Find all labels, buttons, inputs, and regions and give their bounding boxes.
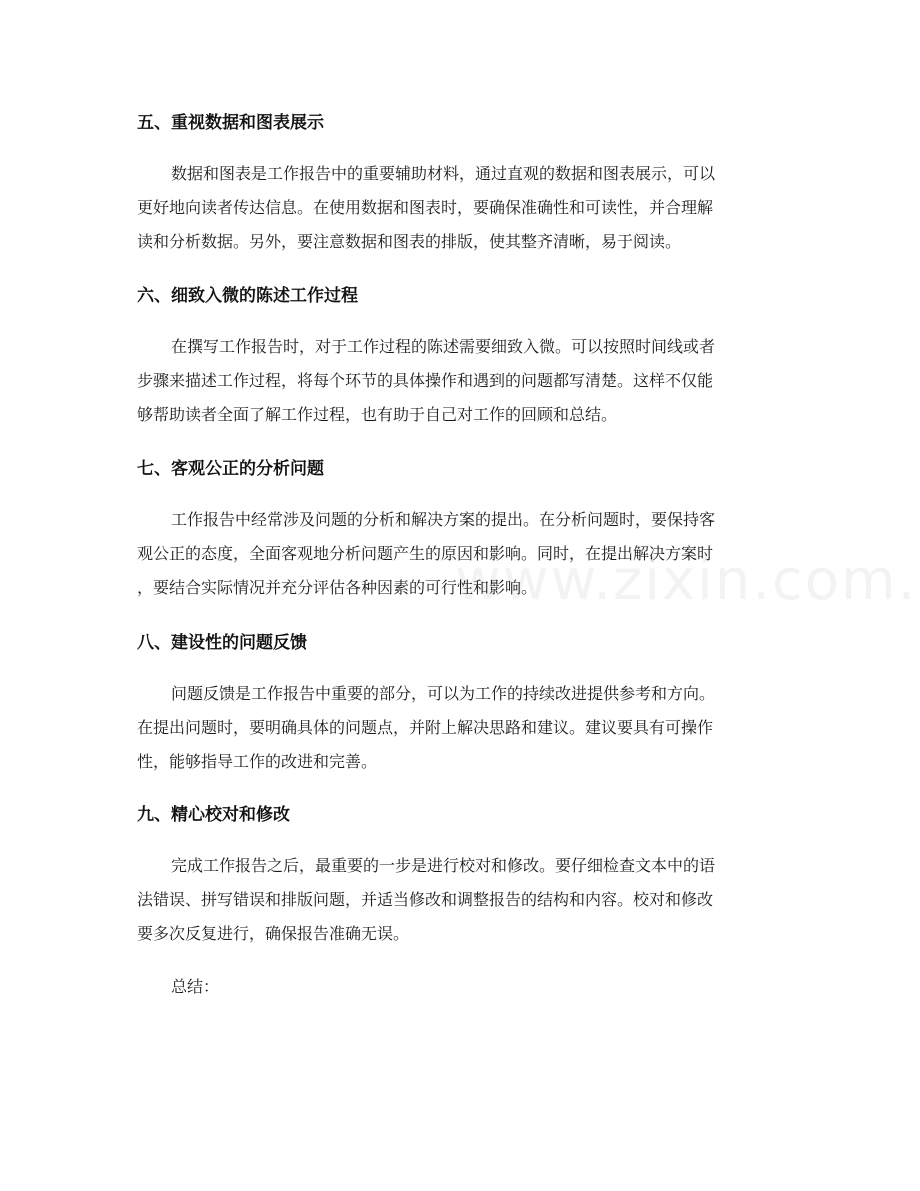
section-heading-8: 八、建设性的问题反馈 — [137, 633, 307, 653]
section-heading-7: 七、客观公正的分析问题 — [137, 459, 324, 479]
section-paragraph-7 — [137, 503, 785, 605]
paragraph-line: 工作报告中经常涉及问题的分析和解决方案的提出。在分析问题时，要保持客 — [171, 510, 716, 529]
paragraph-line: 性，能够指导工作的改进和完善。 — [137, 752, 378, 771]
section-heading-5: 五、重视数据和图表展示 — [137, 113, 324, 133]
section-paragraph-6 — [137, 330, 785, 432]
section-heading-9: 九、精心校对和修改 — [137, 805, 290, 825]
section-paragraph-5 — [137, 157, 785, 259]
paragraph-line: 法错误、拼写错误和排版问题，并适当修改和调整报告的结构和内容。校对和修改 — [137, 890, 714, 909]
paragraph-line: 够帮助读者全面了解工作过程，也有助于自己对工作的回顾和总结。 — [137, 405, 618, 424]
section-heading-6: 六、细致入微的陈述工作过程 — [137, 286, 358, 306]
section-paragraph-8 — [137, 677, 785, 779]
paragraph-line: 问题反馈是工作报告中重要的部分，可以为工作的持续改进提供参考和方向。 — [171, 684, 716, 703]
paragraph-line: 数据和图表是工作报告中的重要辅助材料，通过直观的数据和图表展示，可以 — [171, 164, 716, 183]
paragraph-line: ，要结合实际情况并充分评估各种因素的可行性和影响。 — [137, 578, 538, 597]
summary-label: 总结： — [171, 977, 220, 996]
paragraph-line: 在撰写工作报告时，对于工作过程的陈述需要细致入微。可以按照时间线或者 — [171, 337, 716, 356]
section-paragraph-9 — [137, 849, 785, 951]
paragraph-line: 步骤来描述工作过程，将每个环节的具体操作和遇到的问题都写清楚。这样不仅能 — [137, 371, 714, 390]
paragraph-line: 要多次反复进行，确保报告准确无误。 — [137, 924, 410, 943]
paragraph-line: 完成工作报告之后，最重要的一步是进行校对和修改。要仔细检查文本中的语 — [171, 856, 716, 875]
paragraph-line: 更好地向读者传达信息。在使用数据和图表时，要确保准确性和可读性，并合理解 — [137, 198, 714, 217]
paragraph-line: 观公正的态度，全面客观地分析问题产生的原因和影响。同时，在提出解决方案时 — [137, 544, 714, 563]
paragraph-line: 在提出问题时，要明确具体的问题点，并附上解决思路和建议。建议要具有可操作 — [137, 718, 714, 737]
paragraph-line: 读和分析数据。另外，要注意数据和图表的排版，使其整齐清晰，易于阅读。 — [137, 232, 682, 251]
